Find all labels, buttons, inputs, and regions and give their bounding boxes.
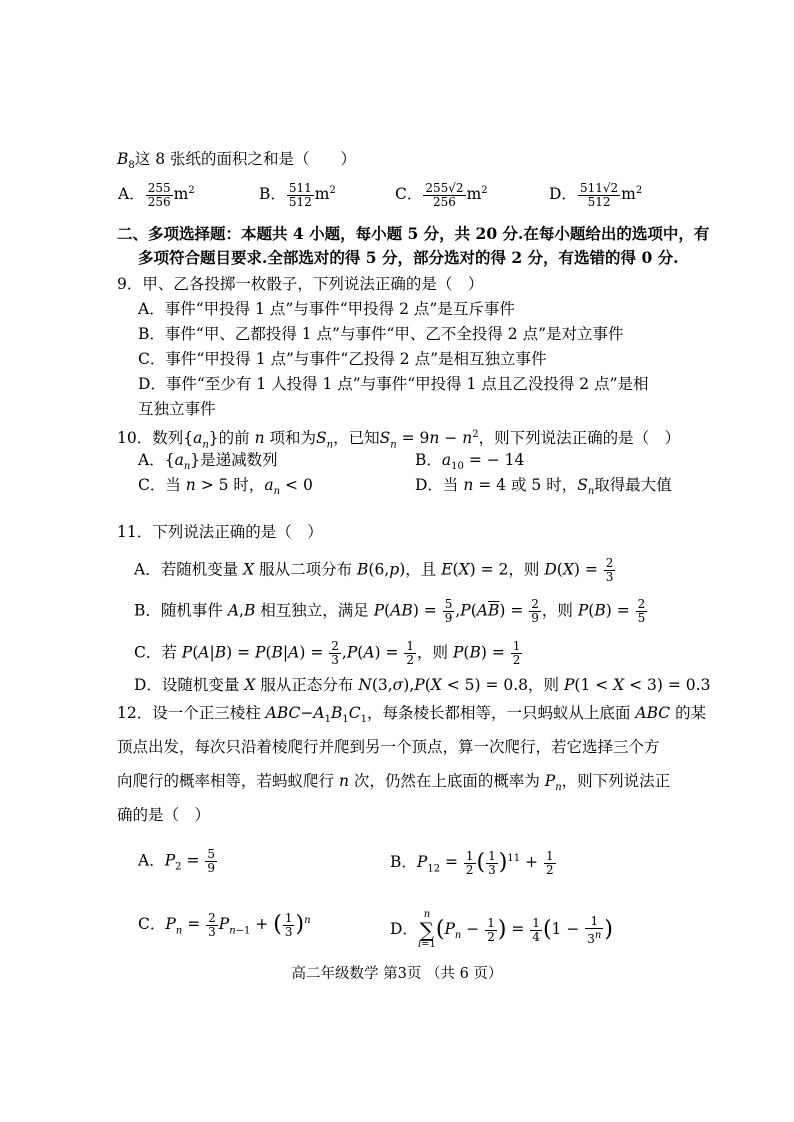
q11-option-b: B．随机事件 A,B 相互独立，满足 P(AB) = $\frac{5}{9}$ $,P(A\overline{B})$ = $\frac{2}{9}$ ，则 P(B) = $\frac{2}{5}$ <box>134 597 646 625</box>
q9-option-b: B．事件“甲、乙都投得 1 点”与事件“甲、乙不全投得 2 点”是对立事件 <box>138 325 624 343</box>
q9-option-d-line1: D．事件“至少有 1 人投得 1 点”与事件“甲投得 1 点且乙没投得 2 点”是相 <box>138 375 649 393</box>
q8-option-b: B． $\frac{511}{512}$ $m^2$ <box>259 180 336 209</box>
q9-option-d-line2: 互独立事件 <box>138 400 216 418</box>
q12-stem-line2: 顶点出发，每次只沿着棱爬行并爬到另一个顶点，算一次爬行，若它选择三个方 <box>117 738 660 756</box>
q11-option-c: C．若 P(A|B) = P(B|A) = $\frac{2}{3}$ ,P(A) = $\frac{1}{2}$ ，则 P(B) = $\frac{1}{2}$ <box>134 639 521 667</box>
section2-heading-line1: 二、多项选择题：本题共 4 小题，每小题 5 分，共 20 分.在每小题给出的选项中，有 <box>117 224 710 243</box>
q8-stem-tail: $B_8$这 8 张纸的面积之和是（ ） <box>117 150 356 172</box>
q12-option-c: C．$P_n$ = $\frac{2}{3}$ $P_{n-1}$ + ( $\frac{1}{3}$ )$^n$ <box>138 910 311 939</box>
q8-option-d: D． $\frac{511√2}{512}$ $m^2$ <box>549 180 643 209</box>
q12-option-a: A．$P_2$ = $\frac{5}{9}$ <box>138 847 215 875</box>
q10-stem: 10．数列$\{a_n\}$的前 n 项和为$S_n$，已知$S_n = 9n - n^2$，则下列说法正确的是（ ） <box>117 429 681 451</box>
q12-stem-line1: 12．设一个正三棱柱 $ABC-A_1B_1C_1$，每条棱长都相等，一只蚂蚁从上底面 ABC 的某 <box>117 704 707 726</box>
q9-option-c: C．事件“甲投得 1 点”与事件“乙投得 2 点”是相互独立事件 <box>138 350 547 368</box>
q11-option-d: D．设随机变量 X 服从正态分布 N(3,σ),P(X < 5) = 0.8，则 P(1 < X < 3) = 0.3 <box>134 676 711 694</box>
q11-option-a: A．若随机变量 X 服从二项分布 B(6,p)，且 E(X) = 2，则 D(X) = $\frac{2}{3}$ <box>134 556 614 584</box>
q12-option-b: B．$P_{12}$ = $\frac{1}{2}$ ( $\frac{1}{3}$ )$^{11}$ + $\frac{1}{2}$ <box>390 848 554 877</box>
q8-option-c: C． $\frac{255√2}{256}$ $m^2$ <box>395 180 488 209</box>
q10-option-a: A．$\{a_n\}$是递减数列 <box>138 451 278 473</box>
q10-option-b: B．$a_{10}$ = − 14 <box>415 451 525 473</box>
q12-option-d: D．n ∑ $i=1(P_n$ − $\frac{1}{2}$ ) = $\frac{1}{4}$ (1 − $\frac{1}{3^n}$ ) <box>390 909 613 950</box>
q9-stem: 9．甲、乙各投掷一枚骰子，下列说法正确的是（ ） <box>117 275 484 293</box>
q11-stem: 11．下列说法正确的是（ ） <box>117 523 323 541</box>
q9-option-a: A．事件“甲投得 1 点”与事件“甲投得 2 点”是互斥事件 <box>138 300 515 318</box>
q10-option-c: C．当 n > 5 时，$a_n < 0$ <box>138 476 313 498</box>
section2-heading-line2: 多项符合题目要求.全部选对的得 5 分，部分选对的得 2 分，有选错的得 0 分. <box>138 248 679 267</box>
page-footer: 高二年级数学 第3页 （共 6 页） <box>291 966 503 982</box>
q8-option-a: A． $\frac{255}{256}$ $m^2$ <box>118 180 195 209</box>
q10-option-d: D．当 n = 4 或 5 时，$S_n$取得最大值 <box>415 476 672 498</box>
q12-stem-line3: 向爬行的概率相等，若蚂蚁爬行 n 次，仍然在上底面的概率为 $P_n$，则下列说法正 <box>117 772 671 794</box>
q12-stem-line4: 确的是（ ） <box>117 806 211 824</box>
